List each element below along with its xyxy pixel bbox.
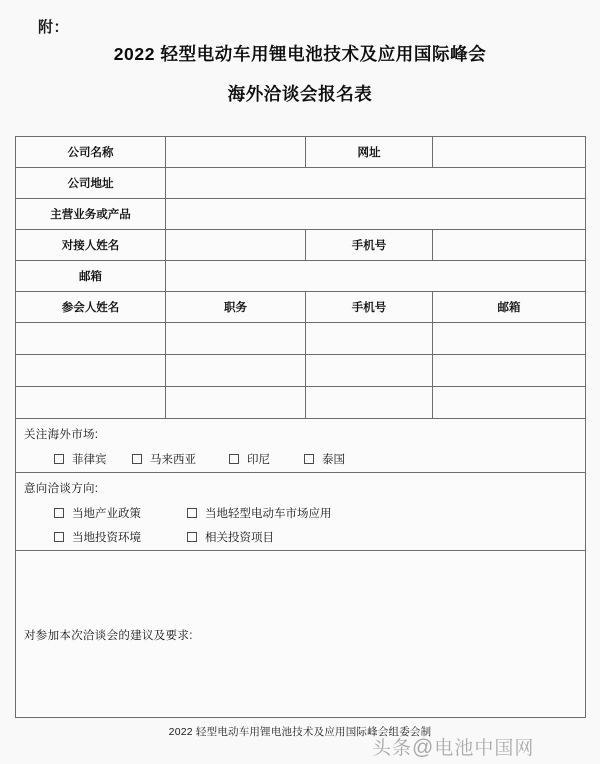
checkbox-label: 当地轻型电动车市场应用	[205, 508, 332, 520]
contact-name-field[interactable]	[166, 230, 306, 261]
checkbox-icon[interactable]	[304, 454, 314, 464]
checkbox-option-local-lev-market[interactable]	[187, 505, 332, 521]
website-label: 网址	[306, 137, 433, 168]
watermark-at-symbol: @	[412, 736, 435, 759]
attendee-email-cell[interactable]	[433, 323, 586, 355]
email-field[interactable]	[166, 261, 586, 292]
checkbox-icon[interactable]	[132, 454, 142, 464]
watermark-name: 电池中国网	[434, 738, 535, 759]
email-label: 邮箱	[16, 261, 166, 292]
watermark	[372, 733, 534, 760]
checkbox-icon[interactable]	[187, 532, 197, 542]
topics-section-row	[16, 473, 586, 551]
checkbox-label: 菲律宾	[72, 454, 107, 466]
checkbox-option-philippines[interactable]	[54, 451, 107, 467]
attendee-phone-cell[interactable]	[306, 323, 433, 355]
attendee-title-cell[interactable]	[166, 387, 306, 419]
attendee-name-cell[interactable]	[16, 355, 166, 387]
checkbox-label: 当地投资环境	[72, 532, 141, 544]
main-business-label: 主营业务或产品	[16, 199, 166, 230]
checkbox-option-thailand[interactable]	[304, 451, 345, 467]
checkbox-icon[interactable]	[54, 454, 64, 464]
topics-section	[16, 473, 586, 551]
table-row-company-name	[16, 137, 586, 168]
page-title-line-1: 2022 轻型电动车用锂电池技术及应用国际峰会	[113, 44, 487, 64]
contact-phone-label: 手机号	[306, 230, 433, 261]
checkbox-icon[interactable]	[54, 532, 64, 542]
page-title-line-2: 海外洽谈会报名表	[227, 83, 373, 104]
attendee-email-cell[interactable]	[433, 387, 586, 419]
checkbox-label: 相关投资项目	[205, 532, 274, 544]
topics-options-row-1	[24, 505, 585, 520]
main-business-field[interactable]	[166, 199, 586, 230]
markets-section-row	[16, 419, 586, 473]
company-address-label: 公司地址	[16, 168, 166, 199]
checkbox-option-local-investment-env[interactable]	[54, 529, 141, 545]
topics-section-title: 意向洽谈方向:	[24, 483, 99, 495]
company-address-field[interactable]	[166, 168, 586, 199]
attendee-name-header: 参会人姓名	[16, 292, 166, 323]
table-row-contact-person	[16, 230, 586, 261]
notes-section-row	[16, 551, 586, 718]
attendee-title-cell[interactable]	[166, 355, 306, 387]
checkbox-label: 印尼	[247, 454, 270, 466]
checkbox-option-malaysia[interactable]	[132, 451, 196, 467]
checkbox-option-indonesia[interactable]	[229, 451, 270, 467]
table-row	[16, 323, 586, 355]
checkbox-icon[interactable]	[229, 454, 239, 464]
notes-section-title: 对参加本次洽谈会的建议及要求:	[24, 630, 193, 642]
checkbox-label: 马来西亚	[150, 454, 196, 466]
notes-section[interactable]	[16, 551, 586, 718]
topics-options-row-2	[24, 529, 585, 544]
checkbox-label: 泰国	[322, 454, 345, 466]
registration-form-table	[15, 136, 586, 718]
attendee-title-header: 职务	[166, 292, 306, 323]
document-title-block	[0, 46, 600, 103]
checkbox-label: 当地产业政策	[72, 508, 141, 520]
watermark-prefix: 头条	[372, 738, 413, 759]
attendee-phone-cell[interactable]	[306, 355, 433, 387]
attendee-email-header: 邮箱	[433, 292, 586, 323]
checkbox-icon[interactable]	[187, 508, 197, 518]
attendee-name-cell[interactable]	[16, 323, 166, 355]
attendee-email-cell[interactable]	[433, 355, 586, 387]
markets-section-title: 关注海外市场:	[24, 429, 99, 441]
table-row-email	[16, 261, 586, 292]
markets-section	[16, 419, 586, 473]
attendee-phone-header: 手机号	[306, 292, 433, 323]
table-row-company-address	[16, 168, 586, 199]
contact-name-label: 对接人姓名	[16, 230, 166, 261]
checkbox-icon[interactable]	[54, 508, 64, 518]
footer-text: 2022 轻型电动车用锂电池技术及应用国际峰会组委会制	[168, 726, 432, 738]
attendees-header-row	[16, 292, 586, 323]
attendee-name-cell[interactable]	[16, 387, 166, 419]
table-row	[16, 355, 586, 387]
checkbox-option-local-industry-policy[interactable]	[54, 505, 141, 521]
checkbox-option-related-investment-projects[interactable]	[187, 529, 274, 545]
company-name-label: 公司名称	[16, 137, 166, 168]
markets-options-row	[24, 451, 585, 466]
attendee-phone-cell[interactable]	[306, 387, 433, 419]
table-row	[16, 387, 586, 419]
contact-phone-field[interactable]	[433, 230, 586, 261]
attendee-title-cell[interactable]	[166, 323, 306, 355]
website-field[interactable]	[433, 137, 586, 168]
table-row-main-business	[16, 199, 586, 230]
company-name-field[interactable]	[166, 137, 306, 168]
attachment-label: 附：	[38, 19, 70, 36]
